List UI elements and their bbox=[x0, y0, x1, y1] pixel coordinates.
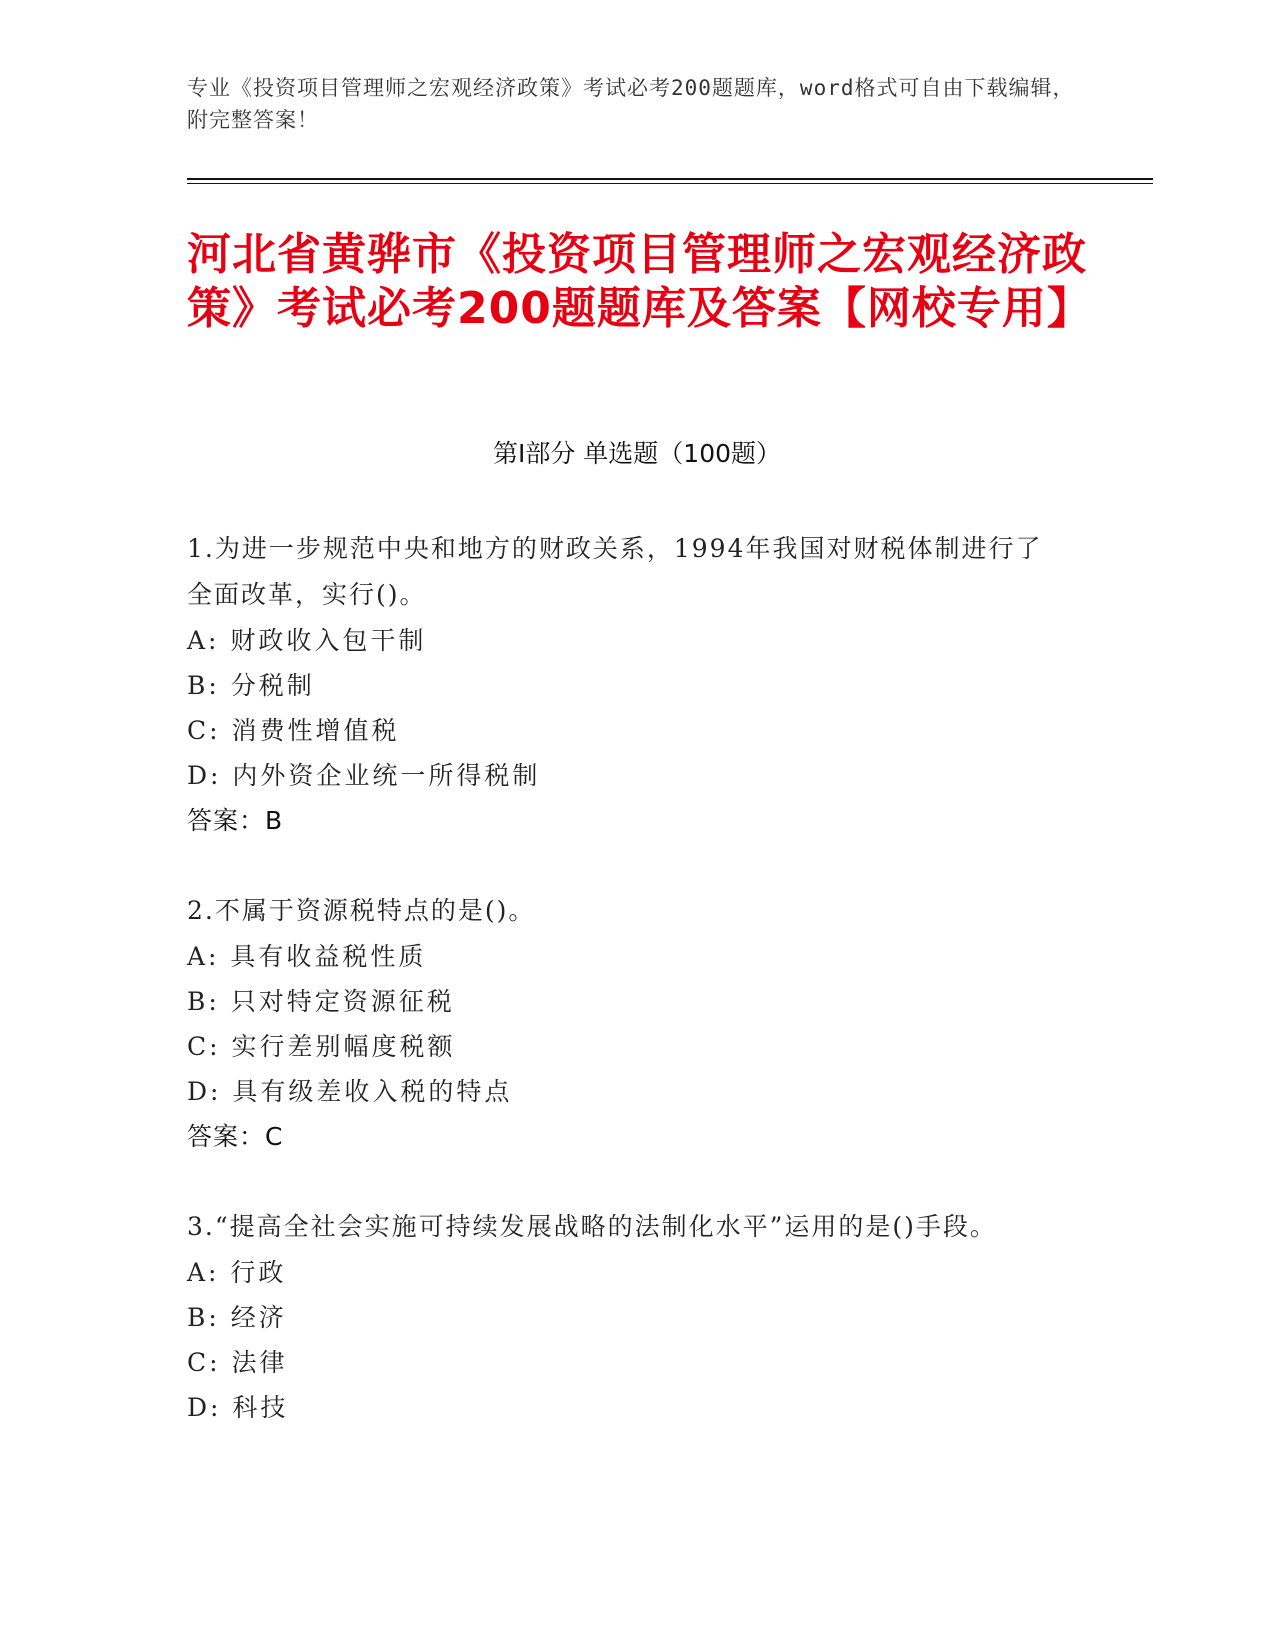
question-stem: 3.“提高全社会实施可持续发展战略的法制化水平”运用的是()手段。 bbox=[187, 1212, 997, 1241]
header-rule-thin bbox=[187, 183, 1153, 184]
option-d: D: 内外资企业统一所得税制 bbox=[187, 761, 541, 790]
option-a: A: 财政收入包干制 bbox=[187, 626, 427, 655]
question-list bbox=[187, 526, 1067, 1474]
header-rule-thick bbox=[187, 178, 1153, 180]
option-c: C: 实行差别幅度税额 bbox=[187, 1032, 456, 1061]
option-c: C: 法律 bbox=[187, 1348, 288, 1377]
option-b: B: 分税制 bbox=[187, 671, 315, 700]
option-d: D: 具有级差收入税的特点 bbox=[187, 1077, 513, 1106]
option-c: C: 消费性增值税 bbox=[187, 716, 400, 745]
header-note: 专业《投资项目管理师之宏观经济政策》考试必考200题题库，word格式可自由下载编辑，附完整答案！ bbox=[187, 76, 1075, 132]
question-1 bbox=[187, 526, 1067, 844]
option-a: A: 具有收益税性质 bbox=[187, 942, 427, 971]
question-stem: 1.为进一步规范中央和地方的财政关系，1994年我国对财税体制进行了全面改革，实行()。 bbox=[187, 534, 1043, 609]
option-b: B: 经济 bbox=[187, 1303, 287, 1332]
answer: 答案：B bbox=[187, 806, 284, 835]
question-2 bbox=[187, 888, 1067, 1160]
option-b: B: 只对特定资源征税 bbox=[187, 987, 455, 1016]
option-d: D: 科技 bbox=[187, 1393, 289, 1422]
section-title: 第Ⅰ部分 单选题（100题） bbox=[492, 439, 782, 468]
answer: 答案：C bbox=[187, 1122, 284, 1151]
option-a: A: 行政 bbox=[187, 1258, 287, 1287]
question-3 bbox=[187, 1204, 1067, 1430]
document-title: 河北省黄骅市《投资项目管理师之宏观经济政策》考试必考200题题库及答案【网校专用】 bbox=[187, 229, 1092, 334]
question-stem: 2.不属于资源税特点的是()。 bbox=[187, 896, 536, 925]
